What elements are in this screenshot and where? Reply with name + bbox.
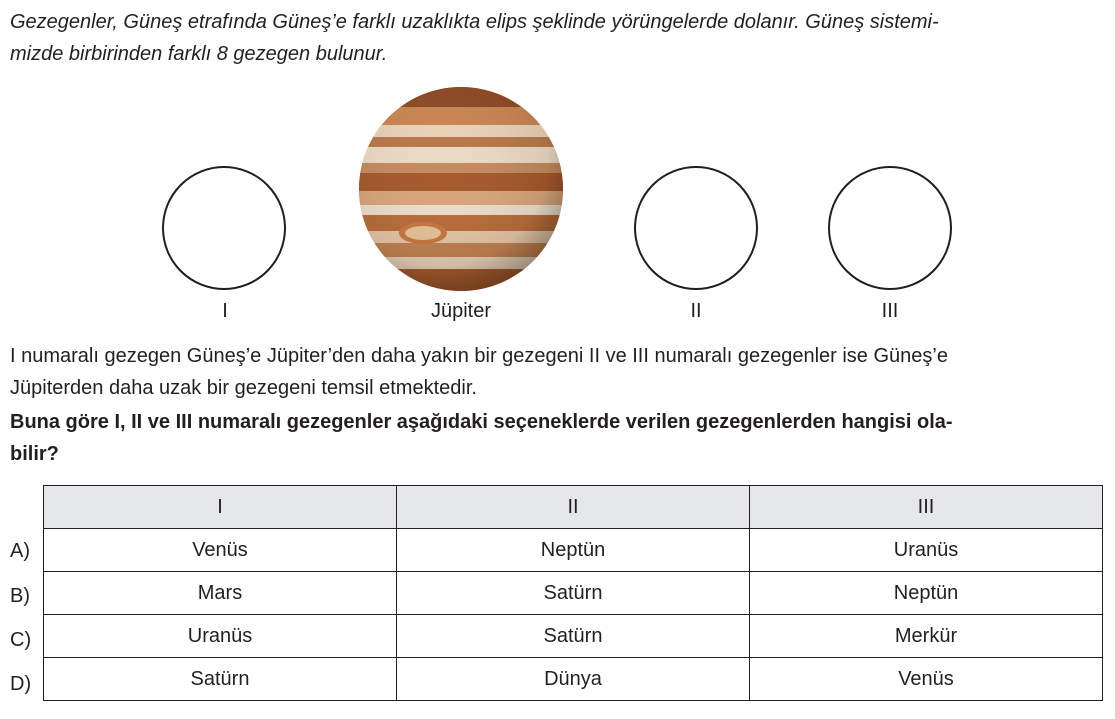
question-text	[10, 406, 1105, 470]
label-planet-three: III	[881, 300, 899, 322]
table-cell: Satürn	[397, 572, 750, 615]
table-row-d[interactable]	[44, 658, 1103, 701]
table-cell: Satürn	[44, 658, 397, 701]
intro-line-1: Gezegenler, Güneş etrafında Güneş’e farklı uzaklıkta elips şeklinde yörüngelerde dolanır. Güneş sistemi-	[10, 11, 939, 33]
jupiter-image	[357, 85, 565, 293]
planet-three-circle	[828, 166, 952, 290]
header-two: II	[397, 486, 750, 529]
jupiter-icon	[357, 85, 565, 293]
table-row-b[interactable]	[44, 572, 1103, 615]
question-line-1: Buna göre I, II ve III numaralı gezegenler aşağıdaki seçeneklerde verilen gezegenlerden hangisi ola-	[10, 411, 953, 433]
planet-two-circle	[634, 166, 758, 290]
table-cell: Uranüs	[750, 529, 1103, 572]
statement-text	[10, 340, 1105, 404]
question-line-2: bilir?	[10, 443, 59, 465]
label-jupiter: Jüpiter	[430, 300, 492, 322]
intro-text	[10, 6, 1105, 70]
header-one: I	[44, 486, 397, 529]
table-cell: Neptün	[750, 572, 1103, 615]
table-cell: Mars	[44, 572, 397, 615]
header-three: III	[750, 486, 1103, 529]
option-letter-c[interactable]: C)	[10, 629, 32, 651]
option-letter-a[interactable]: A)	[10, 540, 30, 562]
statement-line-1: I numaralı gezegen Güneş’e Jüpiter’den daha yakın bir gezegeni II ve III numaralı gezegenler ise Güneş’e	[10, 345, 948, 367]
answer-table	[43, 485, 1103, 701]
label-planet-two: II	[690, 300, 702, 322]
table-cell: Neptün	[397, 529, 750, 572]
table-cell: Venüs	[750, 658, 1103, 701]
table-cell: Satürn	[397, 615, 750, 658]
intro-line-2: mizde birbirinden farklı 8 gezegen bulunur.	[10, 43, 388, 65]
label-planet-one: I	[222, 300, 228, 322]
table-row-a[interactable]	[44, 529, 1103, 572]
option-letter-b[interactable]: B)	[10, 585, 30, 607]
table-row-c[interactable]	[44, 615, 1103, 658]
planet-one-circle	[162, 166, 286, 290]
table-cell: Venüs	[44, 529, 397, 572]
table-cell: Uranüs	[44, 615, 397, 658]
option-letter-d[interactable]: D)	[10, 673, 32, 695]
statement-line-2: Jüpiterden daha uzak bir gezegeni temsil etmektedir.	[10, 377, 477, 399]
table-cell: Dünya	[397, 658, 750, 701]
table-cell: Merkür	[750, 615, 1103, 658]
table-header-row	[44, 486, 1103, 529]
